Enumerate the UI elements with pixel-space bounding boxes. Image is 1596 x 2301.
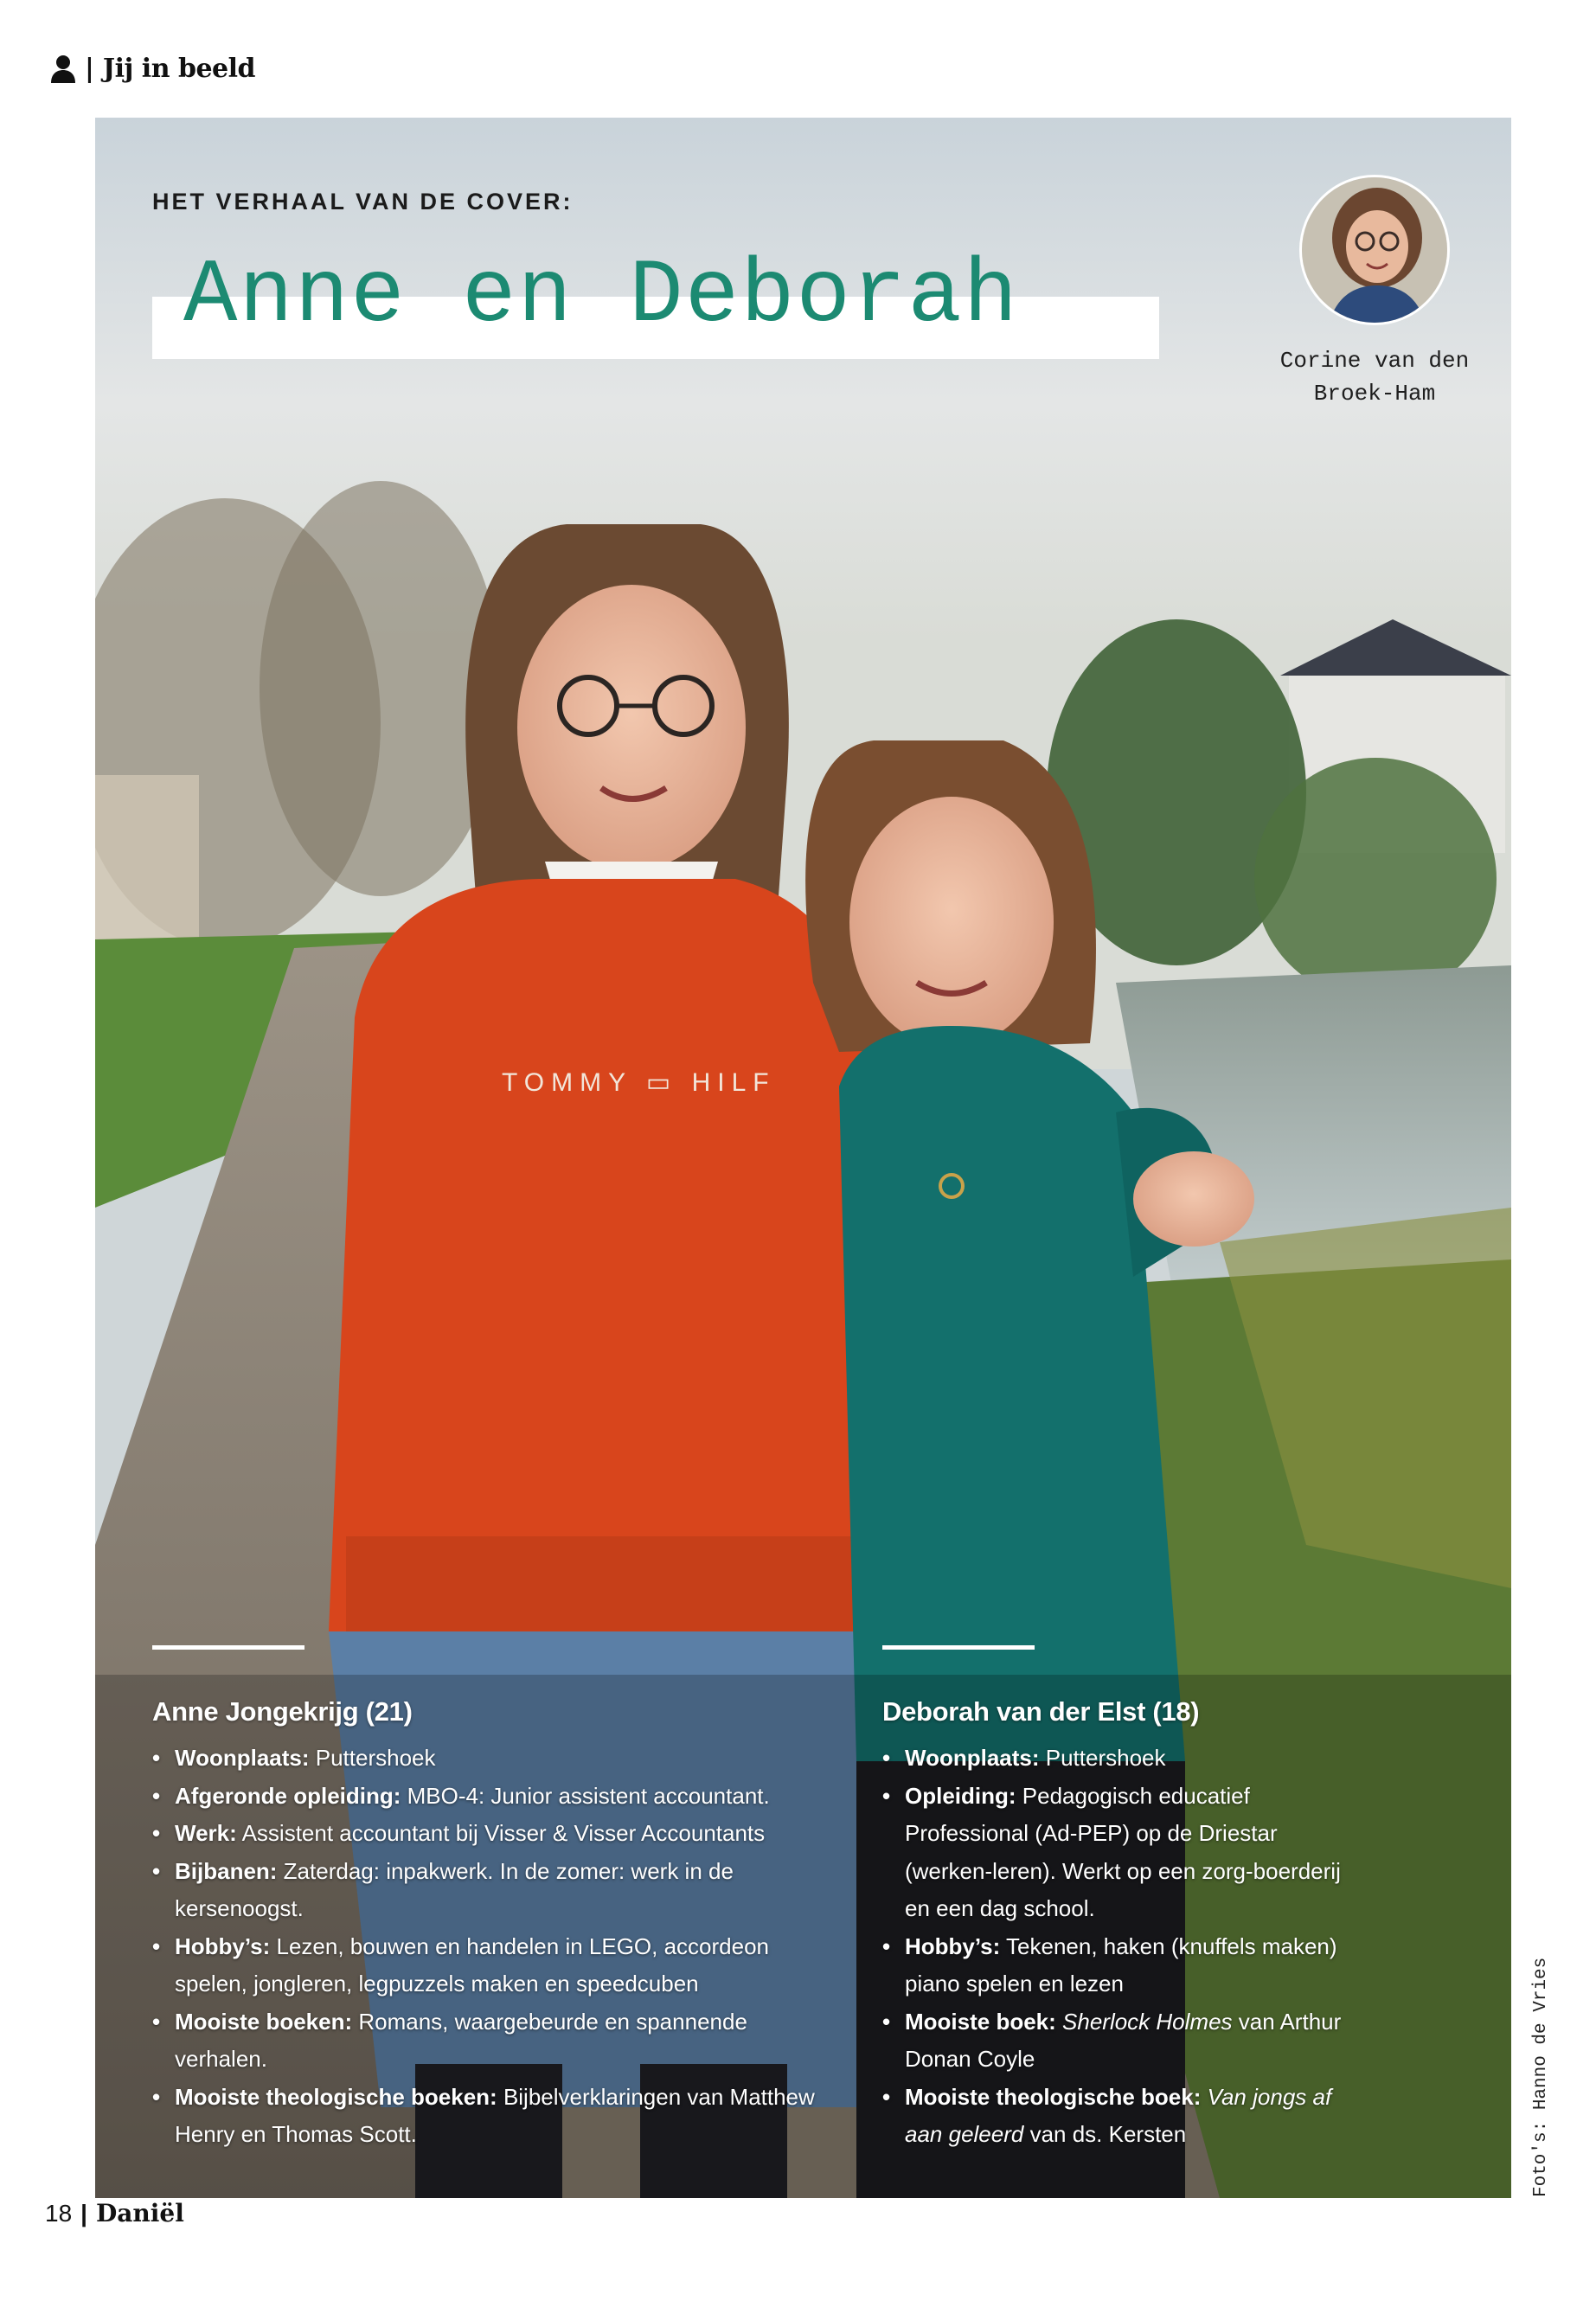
- photo-credit: Foto's: Hanno de Vries: [1531, 1957, 1551, 2197]
- profile-facts: [882, 1740, 1367, 2154]
- section-title: Jij in beeld: [102, 54, 255, 84]
- header-separator: |: [85, 54, 94, 84]
- footer-separator: |: [80, 2199, 87, 2227]
- profile-rule: [882, 1645, 1035, 1650]
- list-item: • Opleiding: Pedagogisch educatief Professional (Ad-PEP) op de Driestar (werken-leren). Werkt op een zorg-boerderij en een dag school.: [882, 1778, 1367, 1928]
- section-header: [50, 54, 255, 84]
- cover-title: Anne en Deborah: [183, 246, 1020, 348]
- magazine-name: Daniël: [96, 2199, 184, 2227]
- list-item: • Woonplaats: Puttershoek: [152, 1740, 827, 1778]
- list-item: • Hobby’s: Lezen, bouwen en handelen in LEGO, accordeon spelen, jongleren, legpuzzels maken en speedcuben: [152, 1928, 827, 2003]
- author-avatar: [1299, 175, 1450, 325]
- cover-kicker: HET VERHAAL VAN DE COVER:: [152, 189, 574, 215]
- list-item: • Mooiste boek: Sherlock Holmes van Arthur Donan Coyle: [882, 2003, 1367, 2079]
- cover-photo: [95, 118, 1511, 2198]
- list-item: • Afgeronde opleiding: MBO-4: Junior assistent accountant.: [152, 1778, 827, 1816]
- profile-rule: [152, 1645, 304, 1650]
- list-item: • Bijbanen: Zaterdag: inpakwerk. In de zomer: werk in de kersenoogst.: [152, 1853, 827, 1928]
- author-name: Corine van den Broek-Ham: [1279, 348, 1470, 407]
- svg-text:TOMMY ▭ HILF: TOMMY ▭ HILF: [502, 1068, 776, 1097]
- profile-name: Anne Jongekrijg (21): [152, 1696, 413, 1727]
- profile-deborah: [882, 1645, 1367, 2154]
- page-number: 18: [45, 2199, 73, 2227]
- profile-facts: [152, 1740, 827, 2154]
- page-footer: [45, 2199, 184, 2227]
- list-item: • Hobby’s: Tekenen, haken (knuffels maken) piano spelen en lezen: [882, 1928, 1367, 2003]
- profile-anne: [152, 1645, 827, 2154]
- list-item: • Mooiste theologische boeken: Bijbelverklaringen van Matthew Henry en Thomas Scott.: [152, 2079, 827, 2154]
- list-item: • Mooiste theologische boek: Van jongs af aan geleerd van ds. Kersten: [882, 2079, 1367, 2154]
- list-item: • Mooiste boeken: Romans, waargebeurde en spannende verhalen.: [152, 2003, 827, 2079]
- list-item: • Werk: Assistent accountant bij Visser & Visser Accountants: [152, 1815, 827, 1853]
- list-item: • Woonplaats: Puttershoek: [882, 1740, 1367, 1778]
- person-icon: [50, 54, 76, 84]
- profile-name: Deborah van der Elst (18): [882, 1696, 1200, 1727]
